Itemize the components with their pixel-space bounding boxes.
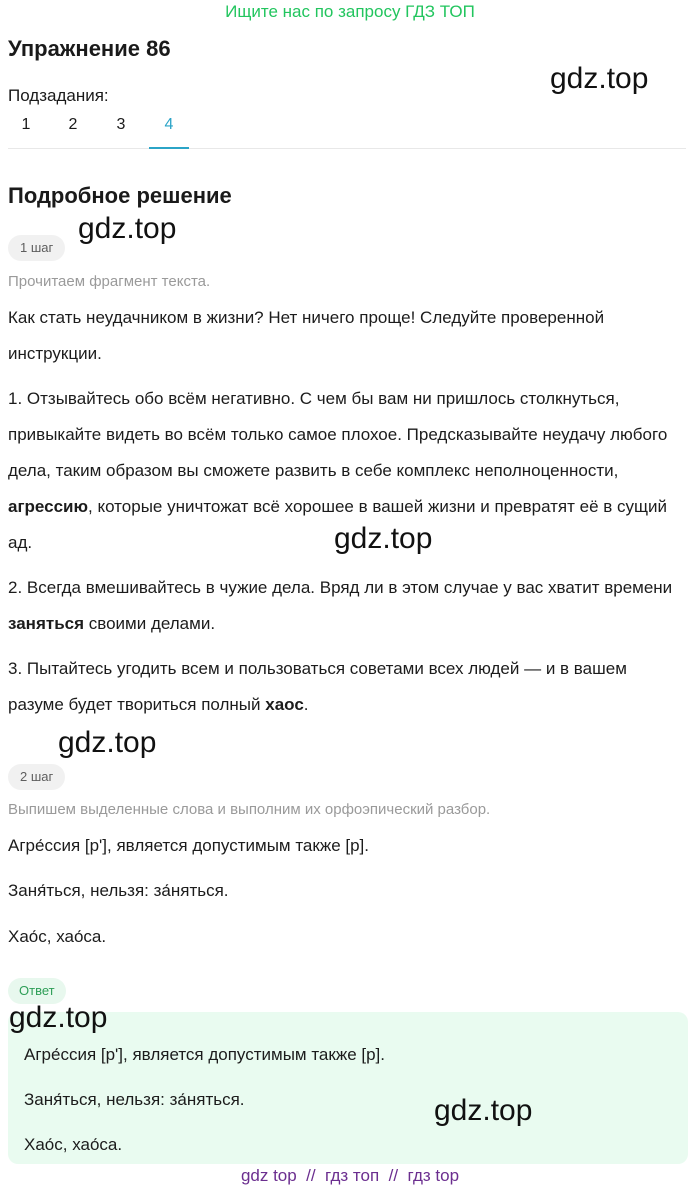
answer-badge: Ответ — [8, 978, 66, 1004]
page-title: Упражнение 86 — [8, 36, 171, 61]
watermark: gdz.top — [434, 1094, 533, 1127]
text-paragraph-3 — [8, 651, 680, 723]
paragraph-text: . — [303, 695, 309, 714]
analysis-line-1: Агре́ссия [р'], является допустимым также [р]. — [8, 836, 370, 855]
paragraph-text: , которые уничтожат всё хорошее в вашей жизни и превратят её в сущий ад. — [8, 497, 668, 552]
analysis-line-3: Хао́с, хао́са. — [8, 927, 107, 946]
step-badge-2: 2 шаг — [8, 764, 65, 790]
analysis-line-2: Заня́ться, нельзя: за́няться. — [8, 881, 229, 900]
step-badge-1: 1 шаг — [8, 235, 65, 261]
footer-links: gdz top // гдз топ // гдз top — [240, 1166, 460, 1185]
step-description-1: Прочитаем фрагмент текста. — [8, 273, 211, 290]
watermark: gdz.top — [9, 1001, 108, 1034]
answer-line-1: Агре́ссия [р'], является допустимым также [р]. — [24, 1045, 386, 1064]
answer-line-3: Хао́с, хао́са. — [24, 1135, 123, 1154]
watermark: gdz.top — [334, 522, 433, 555]
paragraph-text: своими делами. — [84, 614, 216, 633]
highlighted-word-zanyatsya: заняться — [8, 614, 85, 633]
watermark: gdz.top — [58, 726, 157, 759]
section-title: Подробное решение — [8, 183, 232, 208]
text-paragraph-2 — [8, 570, 680, 642]
paragraph-text: 3. Пытайтесь угодить всем и пользоваться советами всех людей — и в вашем разуме будет твориться полный — [8, 659, 627, 714]
subtasks-label: Подзадания: — [8, 86, 109, 105]
highlighted-word-aggression: агрессию — [8, 497, 89, 516]
step-description-2: Выпишем выделенные слова и выполним их орфоэпический разбор. — [8, 801, 491, 818]
highlighted-word-chaos: хаос — [265, 695, 304, 714]
paragraph-text: 1. Отзывайтесь обо всём негативно. С чем бы вам ни пришлось столкнуться, привыкайте видеть во всём только самое плохое. Предсказывайте неудачу любого дела, таким образом вы сможете развить в себе комплекс неполноценности, — [8, 389, 668, 480]
answer-line-2: Заня́ться, нельзя: за́няться. — [24, 1090, 245, 1109]
tab-1[interactable]: 1 — [21, 116, 31, 133]
text-paragraph-intro: Как стать неудачником в жизни? Нет ничего проще! Следуйте проверенной инструкции. — [8, 308, 605, 363]
watermark: gdz.top — [78, 212, 177, 245]
top-banner: Ищите нас по запросу ГДЗ ТОП — [225, 2, 475, 21]
watermark: gdz.top — [550, 62, 649, 95]
tab-3[interactable]: 3 — [116, 116, 126, 133]
tab-4[interactable]: 4 — [149, 116, 189, 148]
paragraph-text: 2. Всегда вмешивайтесь в чужие дела. Вряд ли в этом случае у вас хватит времени — [8, 578, 673, 597]
subtask-tabs — [8, 110, 686, 149]
tab-2[interactable]: 2 — [68, 116, 78, 133]
